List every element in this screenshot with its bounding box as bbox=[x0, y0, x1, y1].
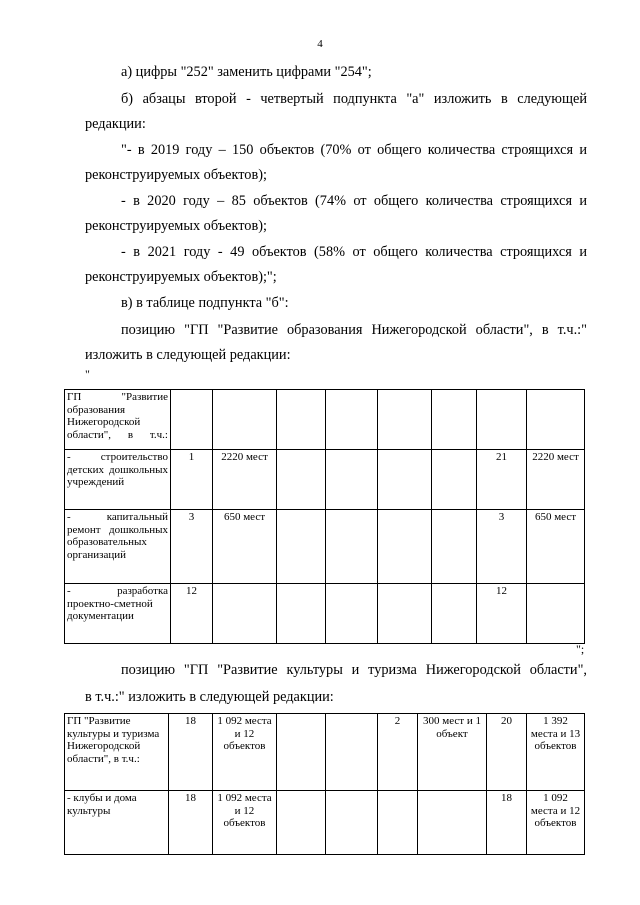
position-culture-line2: в т.ч.:" изложить в следующей редакции: bbox=[85, 689, 334, 705]
table-cell: 1 092 места и 12 объектов bbox=[213, 791, 277, 855]
table-cell bbox=[326, 584, 378, 644]
row-name: - клубы и дома культуры bbox=[65, 791, 169, 855]
table-cell bbox=[171, 390, 213, 450]
table-cell bbox=[527, 390, 585, 450]
table-cell bbox=[326, 510, 378, 584]
table-cell bbox=[378, 584, 432, 644]
table-cell bbox=[277, 510, 326, 584]
table-cell: 18 bbox=[169, 791, 213, 855]
table-cell: 20 bbox=[487, 714, 527, 791]
paragraph-a: а) цифры "252" заменить цифрами "254"; bbox=[121, 64, 372, 80]
table-cell: 1 392 места и 13 объектов bbox=[527, 714, 585, 791]
table-cell bbox=[277, 584, 326, 644]
table-cell bbox=[432, 510, 477, 584]
table-cell: 12 bbox=[477, 584, 527, 644]
row-name: - капитальный ремонт дошкольных образовательных организаций bbox=[65, 510, 171, 584]
quote-2020-line2: реконструируемых объектов); bbox=[85, 218, 267, 234]
position-culture-line1: позицию "ГП "Развитие культуры и туризма Нижегородской области", bbox=[121, 662, 587, 678]
table-row bbox=[65, 510, 585, 584]
table-cell: 2 bbox=[378, 714, 418, 791]
table-cell bbox=[326, 390, 378, 450]
paragraph-b-line2: редакции: bbox=[85, 116, 146, 132]
table-row bbox=[65, 791, 585, 855]
quote-open-mark: " bbox=[85, 367, 90, 381]
row-name: - строительство детских дошкольных учреждений bbox=[65, 450, 171, 510]
table-cell: 650 мест bbox=[213, 510, 277, 584]
table-cell bbox=[432, 584, 477, 644]
table-cell bbox=[378, 791, 418, 855]
table-cell bbox=[277, 450, 326, 510]
table-cell: 2220 мест bbox=[213, 450, 277, 510]
table-cell: 18 bbox=[169, 714, 213, 791]
table-cell bbox=[277, 791, 326, 855]
table-cell bbox=[432, 390, 477, 450]
table-cell bbox=[326, 791, 378, 855]
row-name: ГП "Развитие образования Нижегородской области", в т.ч.: bbox=[65, 390, 171, 450]
paragraph-b-line1: б) абзацы второй - четвертый подпункта "а" изложить в следующей bbox=[121, 91, 587, 107]
position-education-line1: позицию "ГП "Развитие образования Нижегородской области", в т.ч.:" bbox=[121, 322, 587, 338]
table-cell: 18 bbox=[487, 791, 527, 855]
row-name: ГП "Развитие культуры и туризма Нижегородской области", в т.ч.: bbox=[65, 714, 169, 791]
paragraph-v: в) в таблице подпункта "б": bbox=[121, 295, 289, 311]
table-cell: 21 bbox=[477, 450, 527, 510]
table-cell bbox=[418, 791, 487, 855]
table-cell: 12 bbox=[171, 584, 213, 644]
table-cell bbox=[378, 390, 432, 450]
table-cell bbox=[477, 390, 527, 450]
quote-2019-line2: реконструируемых объектов); bbox=[85, 167, 267, 183]
quote-2021-line1: - в 2021 году - 49 объектов (58% от общего количества строящихся и bbox=[121, 244, 587, 260]
table-cell bbox=[213, 390, 277, 450]
table-cell bbox=[378, 450, 432, 510]
table-cell: 1 092 места и 12 объектов bbox=[213, 714, 277, 791]
table-cell bbox=[213, 584, 277, 644]
quote-2021-line2: реконструируемых объектов);"; bbox=[85, 269, 277, 285]
table-cell bbox=[326, 714, 378, 791]
table-row bbox=[65, 390, 585, 450]
table-cell: 2220 мест bbox=[527, 450, 585, 510]
table-cell bbox=[378, 510, 432, 584]
table-cell: 3 bbox=[171, 510, 213, 584]
quote-2020-line1: - в 2020 году – 85 объектов (74% от общего количества строящихся и bbox=[121, 193, 587, 209]
table-cell bbox=[277, 714, 326, 791]
table-cell: 1 092 места и 12 объектов bbox=[527, 791, 585, 855]
table-cell bbox=[277, 390, 326, 450]
table-culture bbox=[64, 713, 585, 855]
page-number: 4 bbox=[317, 38, 323, 50]
table-cell bbox=[326, 450, 378, 510]
quote-close-mark: "; bbox=[576, 642, 585, 656]
table-cell: 3 bbox=[477, 510, 527, 584]
position-education-line2: изложить в следующей редакции: bbox=[85, 347, 291, 363]
row-name: - разработка проектно-сметной документации bbox=[65, 584, 171, 644]
table-cell: 650 мест bbox=[527, 510, 585, 584]
table-education bbox=[64, 389, 585, 644]
table-cell: 1 bbox=[171, 450, 213, 510]
table-cell bbox=[432, 450, 477, 510]
table-cell: 300 мест и 1 объект bbox=[418, 714, 487, 791]
table-row bbox=[65, 714, 585, 791]
table-row bbox=[65, 584, 585, 644]
table-row bbox=[65, 450, 585, 510]
quote-2019-line1: "- в 2019 году – 150 объектов (70% от общего количества строящихся и bbox=[121, 142, 587, 158]
table-cell bbox=[527, 584, 585, 644]
